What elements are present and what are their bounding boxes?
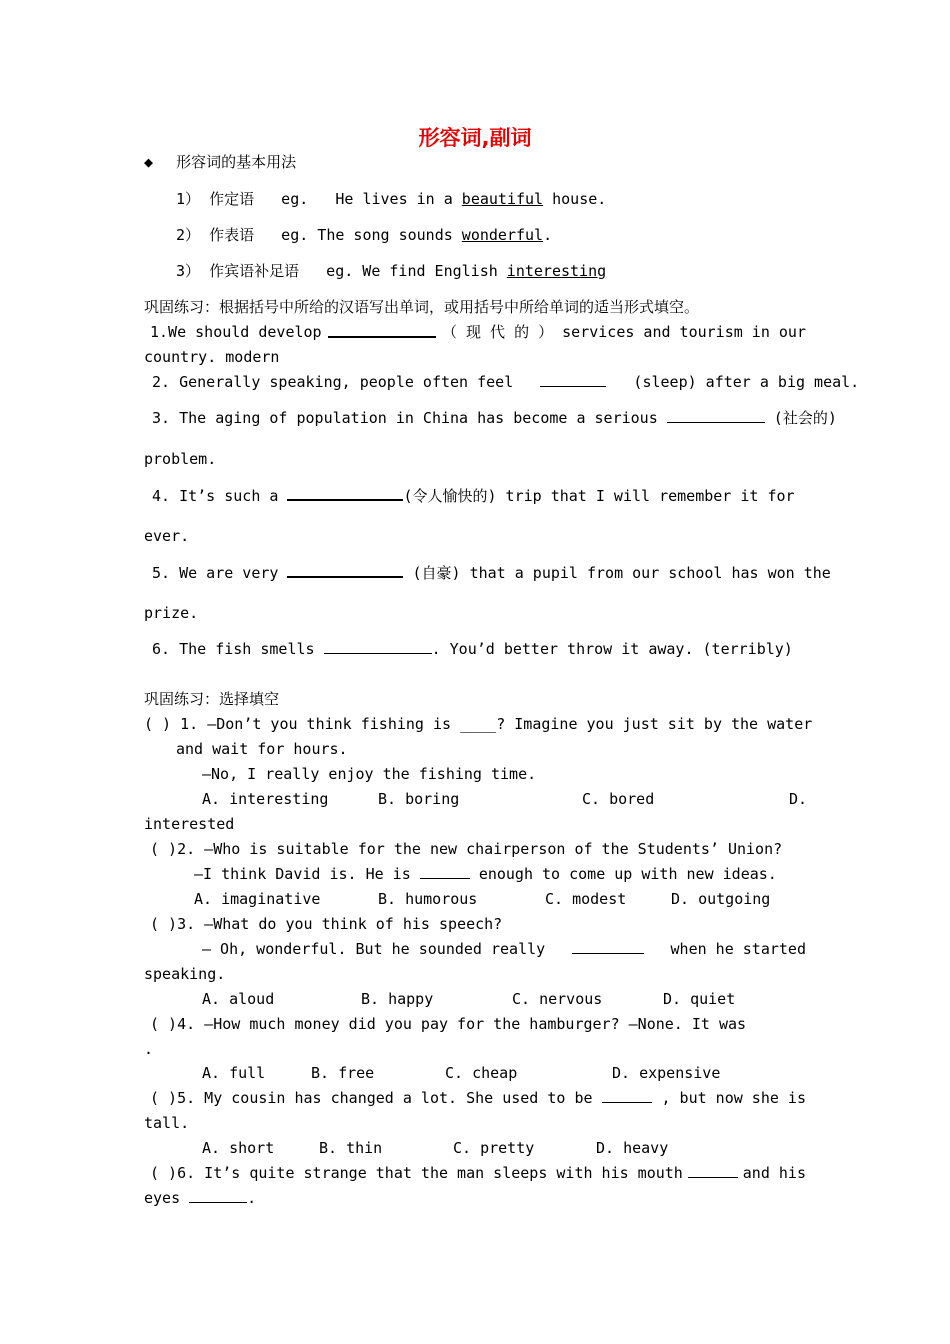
- question-text: . You’d better throw it away. (terribly): [431, 640, 793, 658]
- choice-question-1-cont: and wait for hours.: [176, 740, 348, 758]
- option-c[interactable]: C. cheap: [445, 1064, 518, 1082]
- fill-question-1-cont: country. modern: [144, 348, 280, 366]
- question-text: ( )6. It’s quite strange that the man sleeps with his mouth: [150, 1164, 683, 1182]
- eg-label: eg.: [281, 190, 309, 208]
- question-text: 6. The fish smells: [152, 640, 315, 658]
- question-text: ( )5. My cousin has changed a lot. She used to be: [150, 1089, 593, 1107]
- option-b[interactable]: B. free: [311, 1064, 375, 1082]
- practice2-heading: 巩固练习：选择填空: [144, 690, 280, 708]
- example-text: We find English: [362, 262, 498, 280]
- question-text: when he started: [670, 940, 806, 958]
- choice-question-4-cont: .: [144, 1040, 154, 1058]
- usage-label: 作定语: [209, 190, 255, 208]
- example-text: house.: [552, 190, 607, 208]
- usage-line-1: [176, 189, 776, 209]
- choice-question-5-cont: tall.: [144, 1114, 190, 1132]
- fill-question-4: [152, 485, 806, 506]
- option-d[interactable]: D. heavy: [596, 1139, 669, 1157]
- question-text: .: [247, 1189, 257, 1207]
- answer-blank[interactable]: [667, 408, 765, 423]
- question-text: eyes: [144, 1189, 181, 1207]
- option-a[interactable]: A. aloud: [202, 990, 275, 1008]
- option-b[interactable]: B. boring: [378, 790, 460, 808]
- option-c[interactable]: C. pretty: [453, 1139, 535, 1157]
- question-text: enough to come up with new ideas.: [478, 865, 777, 883]
- usage-number: 3）: [176, 262, 201, 280]
- choice-question-1-reply: —No, I really enjoy the fishing time.: [202, 765, 537, 783]
- page-title: 形容词,副词: [418, 126, 532, 150]
- underlined-word: beautiful: [461, 190, 544, 208]
- choice-question-2-reply: [194, 864, 806, 884]
- option-a[interactable]: A. imaginative: [194, 890, 321, 908]
- example-text: The song sounds: [317, 226, 453, 244]
- option-d[interactable]: D. outgoing: [671, 890, 771, 908]
- option-d[interactable]: D.: [789, 790, 808, 808]
- option-b[interactable]: B. thin: [319, 1139, 383, 1157]
- underlined-word: interesting: [506, 262, 607, 280]
- fill-question-5-cont: prize.: [144, 604, 199, 622]
- question-text: (sleep) after a big meal.: [633, 373, 860, 391]
- fill-question-6: [152, 639, 806, 659]
- fill-question-1: [150, 322, 806, 342]
- choice-question-3-reply: [202, 939, 806, 959]
- usage-line-2: [176, 225, 776, 245]
- answer-blank[interactable]: [189, 1188, 247, 1203]
- choice-question-5: [150, 1088, 806, 1108]
- option-b[interactable]: B. happy: [361, 990, 434, 1008]
- question-text: 3. The aging of population in China has become a serious: [152, 409, 658, 427]
- eg-label: eg.: [281, 226, 309, 244]
- answer-blank[interactable]: [287, 562, 403, 578]
- choice-question-6: [150, 1163, 806, 1183]
- choice-question-3-cont: speaking.: [144, 965, 226, 983]
- usage-number: 2）: [176, 226, 201, 244]
- choice-question-1: ( ) 1. —Don’t you think fishing is ____? Imagine you just sit by the water: [144, 715, 813, 733]
- diamond-bullet-icon: ◆: [144, 153, 154, 171]
- answer-blank[interactable]: [602, 1088, 652, 1103]
- option-d[interactable]: D. expensive: [612, 1064, 721, 1082]
- fill-question-5: [152, 562, 831, 583]
- option-c[interactable]: C. modest: [545, 890, 627, 908]
- example-text: He lives in a: [335, 190, 453, 208]
- answer-blank[interactable]: [540, 372, 606, 387]
- question-text: —I think David is. He is: [194, 865, 411, 883]
- choice-question-3: ( )3. —What do you think of his speech?: [150, 915, 503, 933]
- fill-question-2: [152, 372, 860, 392]
- choice-question-6-cont: [144, 1188, 806, 1208]
- answer-blank[interactable]: [688, 1163, 738, 1178]
- usage-number: 1）: [176, 190, 201, 208]
- fill-question-3-cont: problem.: [144, 450, 217, 468]
- question-text: and his: [742, 1164, 806, 1182]
- question-text: 1.We should develop: [150, 323, 322, 341]
- option-d[interactable]: D. quiet: [663, 990, 736, 1008]
- usage-label: 作表语: [209, 226, 255, 244]
- choice-question-4: ( )4. —How much money did you pay for the hamburger? —None. It was: [150, 1015, 747, 1033]
- usage-label: 作宾语补足语: [209, 262, 300, 280]
- answer-blank[interactable]: [324, 639, 432, 654]
- example-text: .: [543, 226, 553, 244]
- answer-blank[interactable]: [328, 322, 436, 338]
- option-b[interactable]: B. humorous: [378, 890, 478, 908]
- question-text: 2. Generally speaking, people often feel: [152, 373, 514, 391]
- question-text: 4. It’s such a: [152, 487, 279, 505]
- option-c[interactable]: C. bored: [582, 790, 655, 808]
- question-text: , but now she is: [661, 1089, 806, 1107]
- question-text: 5. We are very: [152, 564, 279, 582]
- fill-question-4-cont: ever.: [144, 527, 190, 545]
- answer-blank[interactable]: [572, 939, 644, 954]
- option-a[interactable]: A. short: [202, 1139, 275, 1157]
- practice1-heading: 巩固练习：根据括号中所给的汉语写出单词，或用括号中所给单词的适当形式填空。: [144, 298, 700, 316]
- fill-question-3: [152, 408, 837, 428]
- option-d-text: interested: [144, 815, 235, 833]
- section-heading: [144, 152, 806, 172]
- section-heading-text: 形容词的基本用法: [176, 153, 297, 171]
- choice-question-2: ( )2. —Who is suitable for the new chairperson of the Students’ Union?: [150, 840, 783, 858]
- option-c[interactable]: C. nervous: [512, 990, 603, 1008]
- option-a[interactable]: A. interesting: [202, 790, 329, 808]
- question-text: (令人愉快的) trip that I will remember it for: [403, 487, 795, 505]
- underlined-word: wonderful: [461, 226, 544, 244]
- question-text: (自豪) that a pupil from our school has won the: [412, 564, 831, 582]
- question-text: — Oh, wonderful. But he sounded really: [202, 940, 546, 958]
- eg-label: eg.: [326, 262, 354, 280]
- question-text: （ 现 代 的 ） services and tourism in our: [442, 323, 806, 341]
- answer-blank[interactable]: [287, 485, 403, 501]
- usage-line-3: [176, 261, 776, 281]
- option-a[interactable]: A. full: [202, 1064, 266, 1082]
- answer-blank[interactable]: [420, 864, 470, 879]
- question-text: (社会的): [773, 409, 837, 427]
